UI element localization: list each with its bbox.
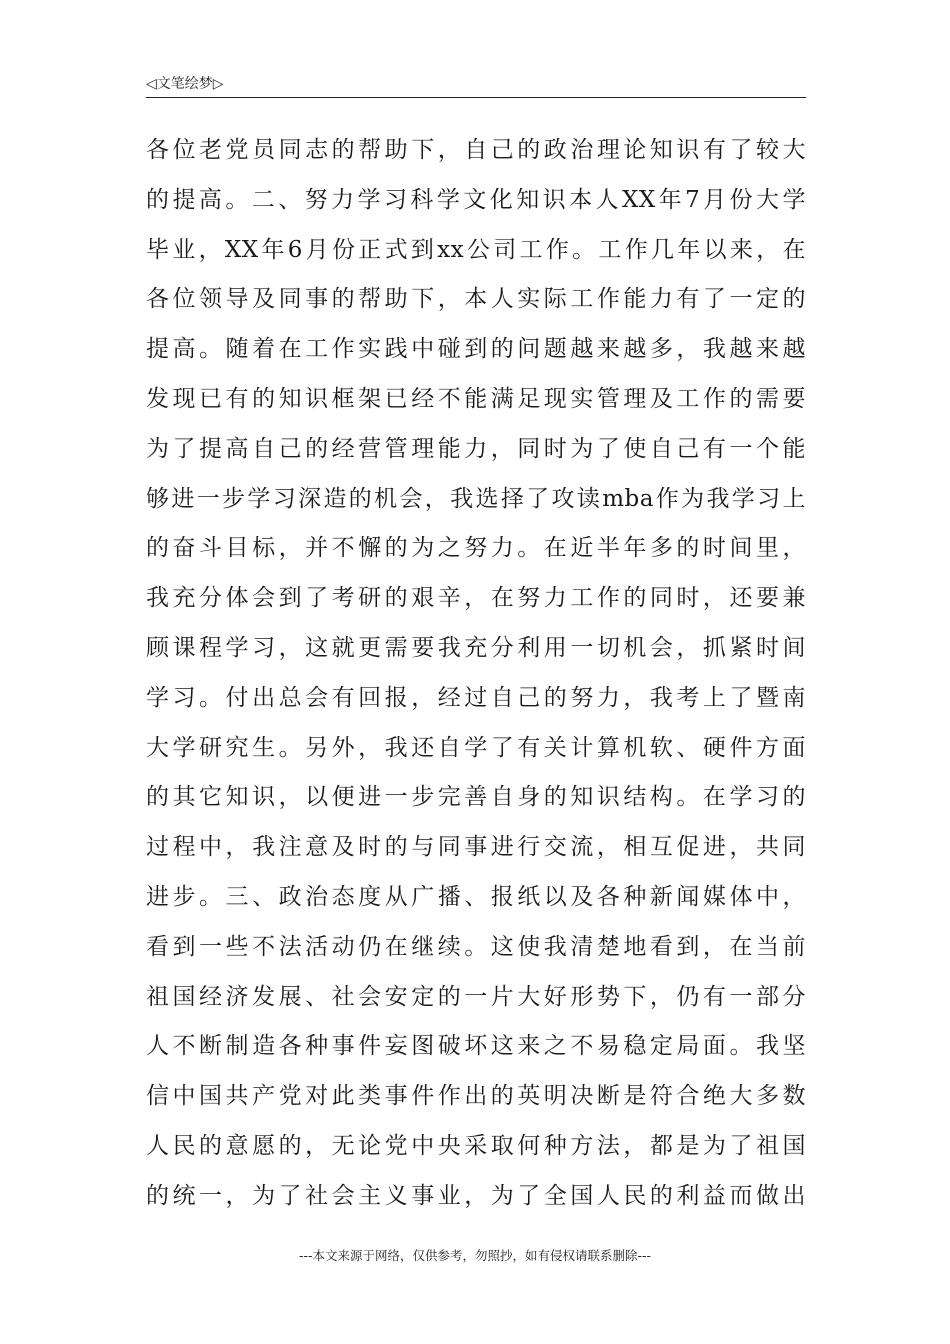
body-line: 的奋斗目标，并不懈的为之努力。在近半年多的时间里， <box>146 535 806 562</box>
body-line: 祖国经济发展、社会安定的一片大好形势下，仍有一部分 <box>146 983 806 1010</box>
body-line: 人不断制造各种事件妄图破坏这来之不易稳定局面。我坚 <box>146 1033 806 1060</box>
body-line: 毕业，XX年6月份正式到xx公司工作。工作几年以来，在 <box>146 236 806 263</box>
body-line: 顾课程学习，这就更需要我充分利用一切机会，抓紧时间 <box>146 634 806 661</box>
body-line: 人民的意愿的，无论党中央采取何种方法，都是为了祖国 <box>146 1132 806 1159</box>
footer-notice: ---本文来源于网络，仅供参考，勿照抄，如有侵权请联系删除--- <box>298 1248 652 1263</box>
body-line: 看到一些不法活动仍在继续。这使我清楚地看到，在当前 <box>146 933 806 960</box>
body-line: 的提高。二、努力学习科学文化知识本人XX年7月份大学 <box>146 186 806 213</box>
body-line: 过程中，我注意及时的与同事进行交流，相互促进，共同 <box>146 834 806 861</box>
body-line: 进步。三、政治态度从广播、报纸以及各种新闻媒体中， <box>146 883 806 910</box>
body-line: 提高。随着在工作实践中碰到的问题越来越多，我越来越 <box>146 336 806 363</box>
body-line: 学习。付出总会有回报，经过自己的努力，我考上了暨南 <box>146 684 806 711</box>
body-line: 够进一步学习深造的机会，我选择了攻读mba作为我学习上 <box>146 485 806 512</box>
body-line: 我充分体会到了考研的艰辛，在努力工作的同时，还要兼 <box>146 585 806 612</box>
body-line: 的其它知识，以便进一步完善自身的知识结构。在学习的 <box>146 784 806 811</box>
body-line: 信中国共产党对此类事件作出的英明决断是符合绝大多数 <box>146 1083 806 1110</box>
document-body <box>146 126 806 1222</box>
page-header <box>146 72 806 98</box>
header-divider <box>146 97 806 98</box>
body-line: 为了提高自己的经营管理能力，同时为了使自己有一个能 <box>146 435 806 462</box>
body-line: 各位领导及同事的帮助下，本人实际工作能力有了一定的 <box>146 286 806 313</box>
body-line: 各位老党员同志的帮助下，自己的政治理论知识有了较大 <box>146 137 806 163</box>
body-line: 的统一，为了社会主义事业，为了全国人民的利益而做出 <box>146 1182 806 1209</box>
body-line: 发现已有的知识框架已经不能满足现实管理及工作的需要 <box>146 385 806 412</box>
body-line: 大学研究生。另外，我还自学了有关计算机软、硬件方面 <box>146 734 806 761</box>
header-brand-text: ◁文笔绘梦▷ <box>146 76 224 92</box>
